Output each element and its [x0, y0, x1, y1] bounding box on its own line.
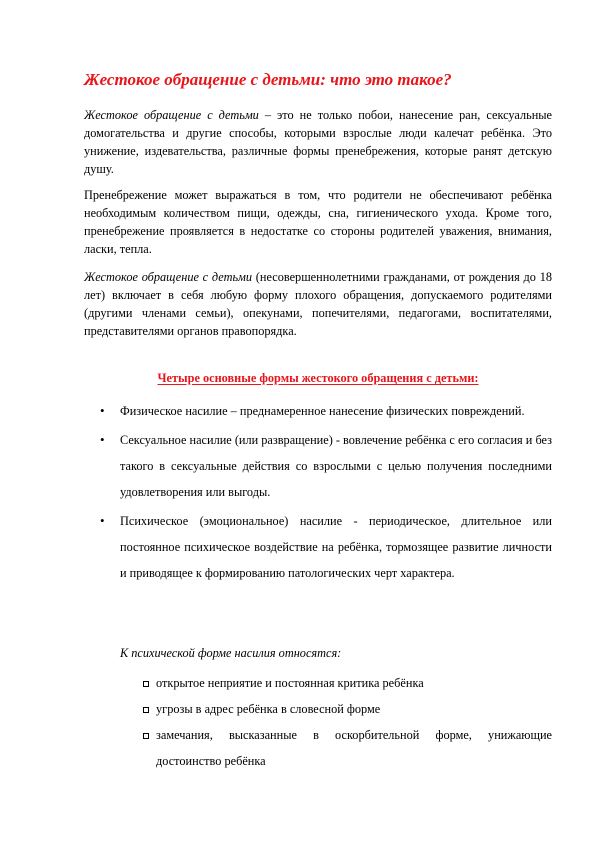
- square-bullet-icon: [143, 733, 149, 739]
- list-item-sexual: [84, 427, 552, 505]
- bullet-icon: •: [100, 403, 105, 418]
- psych-item-text: открытое неприятие и постоянная критика ребёнка: [156, 676, 424, 690]
- psych-item-text: угрозы в адрес ребёнка в словесной форме: [156, 702, 381, 716]
- bullet-icon: •: [100, 513, 105, 528]
- psych-item-text: замечания, высказанные в оскорбительной форме, унижающие достоинство ребёнка: [156, 728, 552, 768]
- psych-heading: К психической форме насилия относятся:: [120, 646, 342, 660]
- list-item-text: Психическое (эмоциональное) насилие - периодическое, длительное или постоянное психическое воздействие на ребёнка, тормозящее развитие личности и приводящее к формированию патологических черт характера.: [120, 514, 552, 580]
- forms-list: [84, 398, 552, 589]
- psych-list: [120, 670, 552, 774]
- list-item-text: Физическое насилие – преднамеренное нанесение физических повреждений.: [120, 404, 525, 418]
- square-bullet-icon: [143, 707, 149, 713]
- paragraph-definition: [84, 106, 552, 178]
- paragraph-scope-term: Жестокое обращение с детьми: [84, 270, 253, 284]
- bullet-icon: •: [100, 432, 105, 447]
- psych-item-rejection: [120, 670, 552, 696]
- paragraph-neglect: Пренебрежение может выражаться в том, что родители не обеспечивают ребёнка необходимым количеством пищи, одежды, сна, гигиенического ухода. Кроме того, пренебрежение проявляется в недостатке со стороны родителей уважения, внимания, ласки, тепла.: [84, 188, 552, 256]
- square-bullet-icon: [143, 681, 149, 687]
- paragraph-definition-term: Жестокое обращение с детьми: [84, 108, 259, 122]
- psych-item-insults: [120, 722, 552, 774]
- forms-heading: Четыре основные формы жестокого обращения с детьми:: [157, 371, 479, 385]
- psych-item-threats: [120, 696, 552, 722]
- paragraph-scope-text: (несовершеннолетними гражданами, от рождения до 18 лет) включает в себя любую форму плохого обращения, допускаемого родителями (другими членами семьи), опекунами, попечителями, педагогами, воспитателями, представителями органов правопорядка.: [84, 270, 552, 338]
- list-item-text: Сексуальное насилие (или развращение) - вовлечение ребёнка с его согласия и без такого в сексуальные действия со взрослыми с целью получения последними удовлетворения или выгоды.: [120, 433, 552, 499]
- document-title: Жестокое обращение с детьми: что это такое?: [84, 70, 452, 89]
- paragraph-definition-text: – это не только побои, нанесение ран, сексуальные домогательства и другие способы, которыми взрослые люди калечат ребёнка. Это унижение, издевательства, различные формы пренебрежения, которые ранят детскую душу.: [84, 108, 553, 176]
- paragraph-scope: [84, 268, 552, 340]
- list-item-psychological: [84, 508, 552, 586]
- list-item-physical: [84, 398, 552, 424]
